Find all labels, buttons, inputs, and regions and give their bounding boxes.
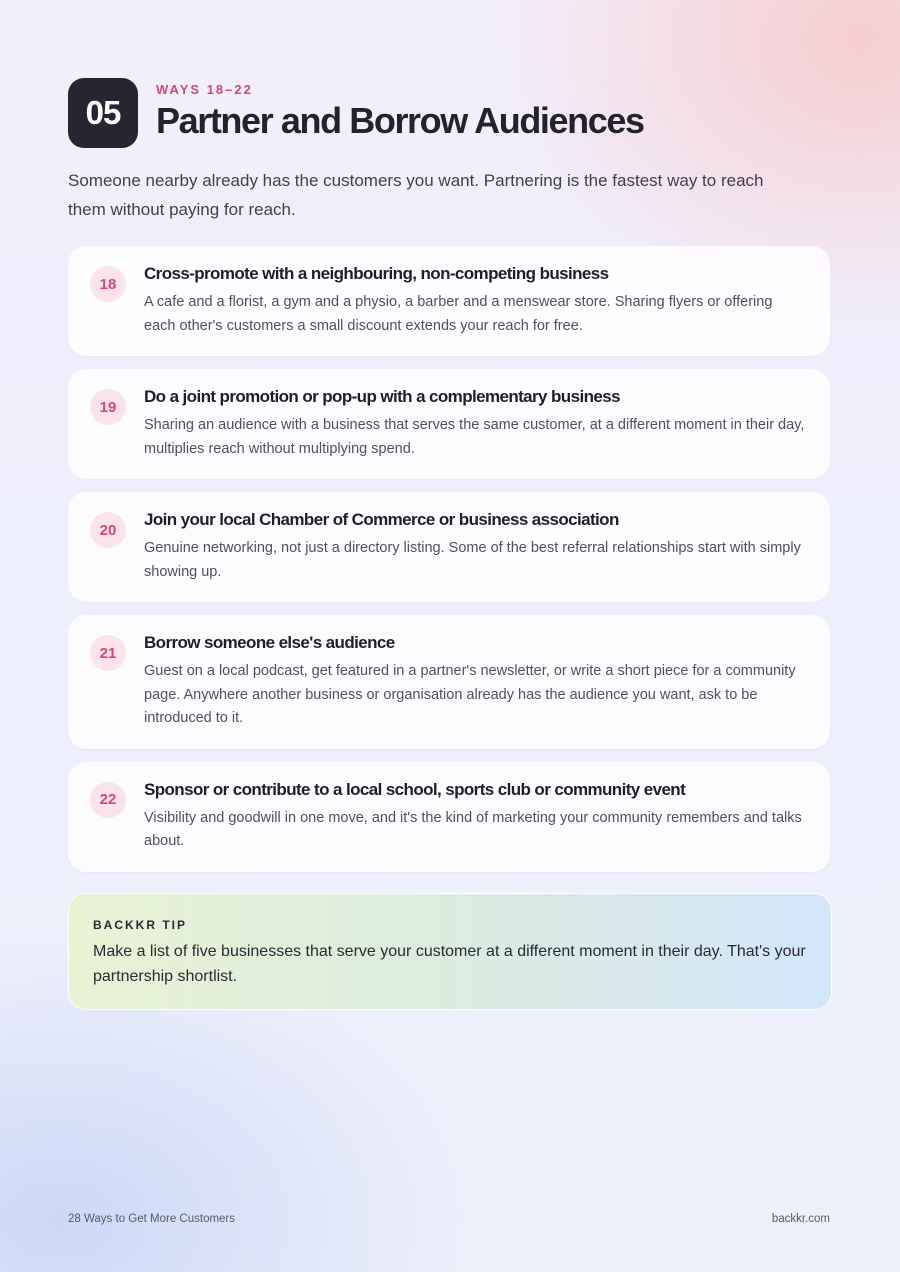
way-card-19	[68, 369, 830, 479]
section-titles	[156, 82, 644, 141]
way-title: Sponsor or contribute to a local school, sports club or community event	[144, 779, 686, 799]
way-title: Cross-promote with a neighbouring, non-competing business	[144, 264, 609, 283]
way-description: Visibility and goodwill in one move, and it's the kind of marketing your community remembers and talks about.	[144, 809, 802, 849]
section-kicker: WAYS 18–22	[156, 82, 253, 97]
way-number-badge: 22	[90, 782, 126, 818]
page-title: Partner and Borrow Audiences	[156, 100, 644, 141]
way-description: Genuine networking, not just a directory listing. Some of the best referral relationships start with simply showing up.	[144, 540, 801, 580]
intro-paragraph: Someone nearby already has the customers you want. Partnering is the fastest way to reach them without paying for reach.	[68, 171, 764, 219]
way-number-badge: 19	[90, 389, 126, 425]
way-card-21	[68, 615, 830, 749]
way-card-18	[68, 246, 830, 356]
way-card-20	[68, 492, 830, 602]
way-number-badge: 20	[90, 512, 126, 548]
way-description: A cafe and a florist, a gym and a physio, a barber and a menswear store. Sharing flyers or offering each other's customers a small discount extends your reach for free.	[144, 294, 773, 334]
footer-website: backkr.com	[771, 1213, 830, 1225]
way-number-badge: 18	[90, 266, 126, 302]
tip-label: BACKKR TIP	[93, 918, 187, 932]
tip-text: Make a list of five businesses that serve your customer at a different moment in their day. That's your partnership shortlist.	[93, 943, 806, 985]
way-card-22	[68, 762, 830, 872]
section-number-badge: 05	[68, 78, 138, 148]
section-header	[68, 78, 644, 148]
way-title: Borrow someone else's audience	[144, 633, 395, 652]
way-description: Guest on a local podcast, get featured in a partner's newsletter, or write a short piece for a community page. Anywhere another business or organisation already has the audience you want, ask to be introduced to it.	[144, 663, 796, 726]
ways-list	[68, 246, 830, 885]
way-title: Do a joint promotion or pop-up with a complementary business	[144, 387, 620, 406]
way-title: Join your local Chamber of Commerce or business association	[144, 510, 619, 529]
way-description: Sharing an audience with a business that serves the same customer, at a different moment in their day, multiplies reach without multiplying spend.	[144, 417, 805, 457]
footer-document-title: 28 Ways to Get More Customers	[68, 1213, 236, 1225]
way-number-badge: 21	[90, 635, 126, 671]
backkr-tip-box	[68, 893, 832, 1010]
